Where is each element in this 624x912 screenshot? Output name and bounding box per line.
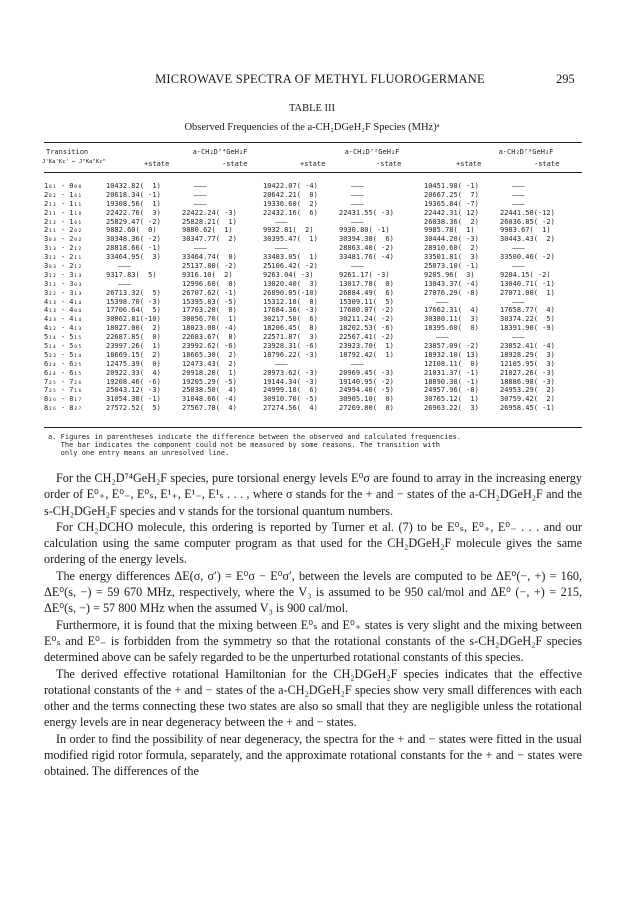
table-cell: ———: [275, 359, 288, 368]
table-cell: 26707.62( -1): [182, 288, 237, 297]
table-cell: 30905.10( 0): [339, 395, 394, 404]
table-cell: 21031.37( -1): [424, 368, 479, 377]
table-cell: ———: [194, 182, 207, 190]
table-cell: ———: [512, 199, 525, 208]
table-cell: 20667.25( 7): [424, 190, 479, 199]
table-cell: 17703.20( 0): [182, 306, 237, 315]
table-cell: ———: [351, 190, 364, 199]
table-cell: 22567.41( -2): [339, 333, 394, 342]
table-cell: 20973.62( -3): [263, 368, 318, 377]
table-cell: 23992.62( -6): [182, 342, 237, 351]
table-cell: 3₂₂ - 3₁₃: [44, 288, 82, 297]
table-cell: 5₁₄ - 5₀₅: [44, 342, 82, 351]
paragraph: The energy differences ΔE(σ, σ′) = E⁰σ − E⁰σ′, between the levels are computed to be ΔE⁰(−, +) = 160, ΔE⁰(s, −) = 59 670 MHz, respectively, where the V₃ is assumed to be 950 cal/mol and ΔE⁰ (−, +) = 215, ΔE⁰(s, −) = 57 800 MHz when the assumed V₃ is 900 cal/mol.: [44, 568, 582, 616]
table-cell: 24999.18( 6): [263, 386, 318, 395]
table-cell: 20918.20( 1): [182, 368, 237, 377]
col-70-plus: [424, 182, 479, 413]
table-cell: 23928.31( -6): [263, 342, 318, 351]
table-cell: 12473.43( 2): [182, 359, 237, 368]
table-cell: ———: [351, 182, 364, 190]
table-cell: 20922.33( 4): [106, 368, 161, 377]
transition-subheader: J'Ka'Kc' ← J"Ka"Kc": [42, 159, 106, 165]
table-cell: 26958.45( -1): [500, 404, 555, 413]
species-74-header: a-CH₂D⁷⁴GeH₂F: [192, 148, 248, 156]
table-cell: 33483.05( 1): [263, 253, 318, 262]
table-cell: 9205.96( 3): [424, 270, 475, 279]
table-cell: 30395.47( 1): [263, 235, 318, 244]
table-cell: 9263.04( -3): [263, 270, 314, 279]
species-72-plus-header: +state: [300, 160, 326, 168]
species-72-header: a-CH₂D⁷²GeH₂F: [344, 148, 400, 156]
paragraph: Furthermore, it is found that the mixing between E⁰ₛ and E⁰₊ states is very slight and the mixing between E⁰ₛ and E⁰₋ is forbidden from the symmetry so that the rotational constants of the s-CH₂DGeH₂F species determined above can be safely regarded to be the unperturbed rotational constants of this species.: [44, 617, 582, 665]
table-cell: 5₂₃ - 5₁₄: [44, 350, 82, 359]
table-header-rule: [44, 172, 582, 173]
table-cell: 26963.22( 3): [424, 404, 479, 413]
table-cell: 17662.31( 4): [424, 306, 479, 315]
table-cell: ———: [194, 199, 207, 208]
table-cell: 9316.10( 2): [182, 270, 233, 279]
table-cell: 18792.42( 1): [339, 350, 394, 359]
table-cell: 33500.46( -2): [500, 253, 555, 262]
table-cell: 17680.07( -2): [339, 306, 394, 315]
table-cell: 7₂₅ - 7₂₆: [44, 377, 82, 386]
table-label: TABLE III: [288, 103, 336, 114]
table-cell: 18890.38( -1): [424, 377, 479, 386]
table-cell: ———: [275, 217, 288, 226]
table-cell: 8₂₆ - 8₂₇: [44, 404, 82, 413]
table-cell: ———: [194, 244, 207, 253]
table-cell: 27274.56( 4): [263, 404, 318, 413]
table-cell: 6₂₄ - 6₂₅: [44, 359, 82, 368]
table-cell: 18928.29( 3): [500, 350, 555, 359]
table-cell: 30765.12( 1): [424, 395, 479, 404]
table-cell: ———: [512, 333, 525, 342]
table-cell: 21027.26( -3): [500, 368, 555, 377]
table-cell: 27076.29( -8): [424, 288, 479, 297]
table-cell: 12475.39( 0): [106, 359, 161, 368]
table-cell: 25106.42( -2): [263, 262, 318, 271]
table-cell: ———: [512, 182, 525, 190]
table-cell: 20642.21( 0): [263, 190, 318, 199]
table-cell: 30394.38( 6): [339, 235, 394, 244]
table-cell: 9930.80( -1): [339, 226, 390, 235]
species-72-minus-header: -state: [376, 160, 402, 168]
table-cell: ———: [275, 244, 288, 253]
page-number: 295: [556, 72, 575, 86]
table-cell: 30374.22( 5): [500, 315, 555, 324]
table-cell: 24957.96( -8): [424, 386, 479, 395]
table-cell: 27572.52( 5): [106, 404, 161, 413]
table-cell: 18391.90( -9): [500, 324, 555, 333]
table-cell: 31054.38( -1): [106, 395, 161, 404]
table-cell: 30211.24( -2): [339, 315, 394, 324]
species-70-minus-header: -state: [534, 160, 560, 168]
table-cell: 25073.10( -1): [424, 262, 479, 271]
table-cell: 30444.20( -3): [424, 235, 479, 244]
table-cell: 9985.78( 1): [424, 226, 475, 235]
table-cell: 18395.60( 0): [424, 324, 479, 333]
table-cell: ———: [512, 190, 525, 199]
table-cell: 25043.12( -3): [106, 386, 161, 395]
table-cell: 27269.80( 0): [339, 404, 394, 413]
table-cell: 27567.78( 4): [182, 404, 237, 413]
table-cell: 19144.34( -3): [263, 377, 318, 386]
table-cell: 10432.82( 1): [106, 182, 161, 190]
table-cell: ———: [351, 217, 364, 226]
table-cell: 9261.17( -3): [339, 270, 390, 279]
table-cell: 13020.40( 3): [263, 279, 318, 288]
running-head: MICROWAVE SPECTRA OF METHYL FLUOROGERMANE: [155, 72, 485, 86]
table-cell: 9932.81( 2): [263, 226, 314, 235]
table-caption: Observed Frequencies of the a-CH₂DGeH₂F Species (MHz)ᵃ: [184, 122, 440, 133]
table-cell: 4₁₃ - 4₁₄: [44, 297, 82, 306]
col-72-minus: [339, 182, 394, 413]
table-footnote: a. Figures in parentheses indicate the difference between the observed and calculated frequencies. The bar indicates the component could not be measured by some reasons. The transition with only one entry means an unresolved line.: [48, 433, 462, 458]
table-cell: 28863.40( -2): [339, 244, 394, 253]
table-cell: 3₀₃ - 2₀₂: [44, 235, 82, 244]
table-cell: 28910.60( 2): [424, 244, 479, 253]
table-cell: 26036.85( -2): [500, 217, 555, 226]
table-cell: 22571.87( 3): [263, 333, 318, 342]
paragraph: For CH₂DCHO molecule, this ordering is reported by Turner et al. (7) to be E⁰ₛ, E⁰₊, E⁰₋ . . . and our calculation using the same computer program as that used for the CH₂DGeH₂F molecule gives the same ordering of the energy levels.: [44, 519, 582, 567]
species-70-plus-header: +state: [456, 160, 482, 168]
table-cell: 25828.21( 1): [182, 217, 237, 226]
table-cell: ———: [512, 262, 525, 271]
table-cell: 12996.60( 0): [182, 279, 237, 288]
table-cell: ———: [512, 297, 525, 306]
table-cell: 4₂₂ - 4₁₃: [44, 324, 82, 333]
table-cell: 19205.29( -5): [182, 377, 237, 386]
table-cell: ———: [351, 262, 364, 271]
table-cell: 30348.36( -2): [106, 235, 161, 244]
table-cell: 22432.16( 6): [263, 208, 318, 217]
table-cell: 18669.15( 2): [106, 350, 161, 359]
table-cell: 15309.11( 5): [339, 297, 394, 306]
table-cell: 18023.08( -4): [182, 324, 237, 333]
table-cell: 22422.24( -3): [182, 208, 237, 217]
table-cell: 17706.64( 5): [106, 306, 161, 315]
table-cell: 18932.10( 13): [424, 350, 479, 359]
table-cell: 6₂₄ - 6₁₅: [44, 368, 82, 377]
table-cell: 17684.36( -3): [263, 306, 318, 315]
table-cell: 22441.50(-12): [500, 208, 555, 217]
table-cell: 13040.71( -1): [500, 279, 555, 288]
table-cell: 3₁₂ - 2₁₁: [44, 253, 82, 262]
table-cell: 31048.66( -4): [182, 395, 237, 404]
table-cell: 10422.07( -4): [263, 182, 318, 190]
col-74-plus: [106, 182, 161, 413]
table-cell: 9317.83( 5): [106, 270, 157, 279]
table-cell: 2₁₂ - 1₁₁: [44, 199, 82, 208]
table-cell: 18886.98( -3): [500, 377, 555, 386]
table-cell: 1₀₁ - 0₀₀: [44, 182, 82, 190]
table-cell: 2₁₂ - 1₀₁: [44, 217, 82, 226]
table-cell: 3₁₃ - 2₁₂: [44, 244, 82, 253]
table-cell: 33481.76( -4): [339, 253, 394, 262]
table-cell: 18202.53( -6): [339, 324, 394, 333]
table-cell: 9983.67( 1): [500, 226, 551, 235]
table-cell: 25829.47( -2): [106, 217, 161, 226]
col-70-minus: [500, 182, 555, 413]
table-cell: ———: [194, 190, 207, 199]
table-cell: 22422.76( 3): [106, 208, 161, 217]
table-cell: 30759.42( 2): [500, 395, 555, 404]
table-cell: 25038.50( 4): [182, 386, 237, 395]
table-cell: 26884.49( 6): [339, 288, 394, 297]
table-cell: 20618.34( -1): [106, 190, 161, 199]
table-cell: 30056.70( 1): [182, 315, 237, 324]
table-cell: ———: [436, 297, 449, 306]
table-cell: 13017.78( 0): [339, 279, 394, 288]
transition-header: Transition: [46, 148, 89, 156]
table-bottom-rule: [44, 427, 582, 428]
table-cell: ———: [351, 359, 364, 368]
table-cell: 23997.26( 1): [106, 342, 161, 351]
table-cell: 9882.60( 0): [106, 226, 157, 235]
table-cell: 8₂₆ - 8₁₇: [44, 395, 82, 404]
table-cell: 18027.00( 2): [106, 324, 161, 333]
paragraph: For the CH₂D⁷⁴GeH₂F species, pure torsional energy levels E⁰σ are found to array in the increasing energy order of E⁰₊, E⁰₋, E⁰ₛ, E¹₊, E¹₋, E¹ₛ . . . , where σ stands for the + and − states of the a-CH₂DGeH₂F and the s-CH₂DGeH₂F species and v stands for the torsional quantum numbers.: [44, 471, 582, 518]
table-cell: 17658.77( 4): [500, 306, 555, 315]
col-74-minus: [182, 182, 237, 413]
table-cell: 15312.18( 8): [263, 297, 318, 306]
table-cell: 30347.77( 2): [182, 235, 237, 244]
table-cell: 22442.31( 12): [424, 208, 479, 217]
table-cell: 15398.70( -3): [106, 297, 161, 306]
table-cell: 22683.67( 8): [182, 333, 237, 342]
body-text: [44, 470, 582, 780]
table-cell: 30062.81(-10): [106, 315, 161, 324]
table-cell: 26038.36( 2): [424, 217, 479, 226]
table-cell: ———: [436, 333, 449, 342]
table-top-rule: [44, 142, 582, 143]
table-cell: ———: [512, 244, 525, 253]
table-cell: 18796.22( -3): [263, 350, 318, 359]
table-cell: 25137.80( -2): [182, 262, 237, 271]
table-cell: 9880.62( 1): [182, 226, 233, 235]
table-cell: 19308.56( 1): [106, 199, 161, 208]
table-cell: 15395.83( -5): [182, 297, 237, 306]
table-cell: 2₁₁ - 1₁₀: [44, 208, 82, 217]
table-cell: 3₁₂ - 3₁₃: [44, 270, 82, 279]
table-cell: 33464.95( 3): [106, 253, 161, 262]
species-70-header: a-CH₂D⁷⁰GeH₂F: [498, 148, 554, 156]
table-cell: 26713.32( 5): [106, 288, 161, 297]
table-cell: 24994.40( -5): [339, 386, 394, 395]
table-cell: 3₀₃ - 2₁₂: [44, 262, 82, 271]
paragraph: In order to find the possibility of near degeneracy, the spectra for the + and − states were fitted in the usual modified rigid rotor formula, separately, and the approximate rotational constants for the + and − states were obtained. The differences of the: [44, 731, 582, 779]
table-cell: ———: [118, 262, 131, 271]
table-cell: 4₁₃ - 4₀₄: [44, 306, 82, 315]
table-cell: 19336.60( 2): [263, 199, 318, 208]
table-cell: 18206.45( 8): [263, 324, 318, 333]
table-cell: 23852.41( -4): [500, 342, 555, 351]
species-74-minus-header: -state: [222, 160, 248, 168]
transition-column: [44, 182, 82, 413]
table-cell: 30380.11( 3): [424, 315, 479, 324]
table-cell: 33501.81( 3): [424, 253, 479, 262]
col-72-plus: [263, 182, 318, 413]
table-cell: 23923.70( 1): [339, 342, 394, 351]
table-cell: 5₁₄ - 5₁₅: [44, 333, 82, 342]
table-cell: 13043.37( -4): [424, 279, 479, 288]
table-cell: 19365.84( -7): [424, 199, 479, 208]
table-cell: 22687.85( 0): [106, 333, 161, 342]
table-cell: 18665.30( 2): [182, 350, 237, 359]
table-cell: 24953.29( 2): [500, 386, 555, 395]
table-cell: 12105.95( 3): [500, 359, 555, 368]
table-cell: 28818.66( -1): [106, 244, 161, 253]
table-cell: ———: [118, 279, 131, 288]
table-cell: 3₁₂ - 3₀₃: [44, 279, 82, 288]
species-74-plus-header: +state: [144, 160, 170, 168]
table-cell: 19140.95( -2): [339, 377, 394, 386]
table-cell: 2₁₁ - 2₀₂: [44, 226, 82, 235]
table-cell: 19208.46( -6): [106, 377, 161, 386]
paragraph: The derived effective rotational Hamiltonian for the CH₂DGeH₂F species indicates that the effective rotational constants of the + and − states of the a-CH₂DGeH₂F species show very small differences with each other and the terms connecting these two states are also so small that they are negligible unless the rotational energy levels are in near degeneracy between the + and − states.: [44, 666, 582, 730]
table-cell: 23857.09( -2): [424, 342, 479, 351]
table-cell: 12108.11( 0): [424, 359, 479, 368]
table-cell: 33464.74( 0): [182, 253, 237, 262]
table-cell: 9204.15( -2): [500, 270, 551, 279]
table-cell: 30217.50( 6): [263, 315, 318, 324]
table-cell: 30910.70( -5): [263, 395, 318, 404]
table-cell: 7₂₅ - 7₁₆: [44, 386, 82, 395]
table-cell: ———: [351, 199, 364, 208]
table-cell: 26890.05(-10): [263, 288, 318, 297]
table-cell: 30443.43( 2): [500, 235, 555, 244]
table-cell: 4₂₃ - 4₁₄: [44, 315, 82, 324]
table-cell: 20969.45( -3): [339, 368, 394, 377]
table-cell: 22431.55( -3): [339, 208, 394, 217]
table-cell: 27071.00( 1): [500, 288, 555, 297]
table-cell: 10451.98( -1): [424, 182, 479, 190]
table-cell: 2₀₂ - 1₀₁: [44, 190, 82, 199]
